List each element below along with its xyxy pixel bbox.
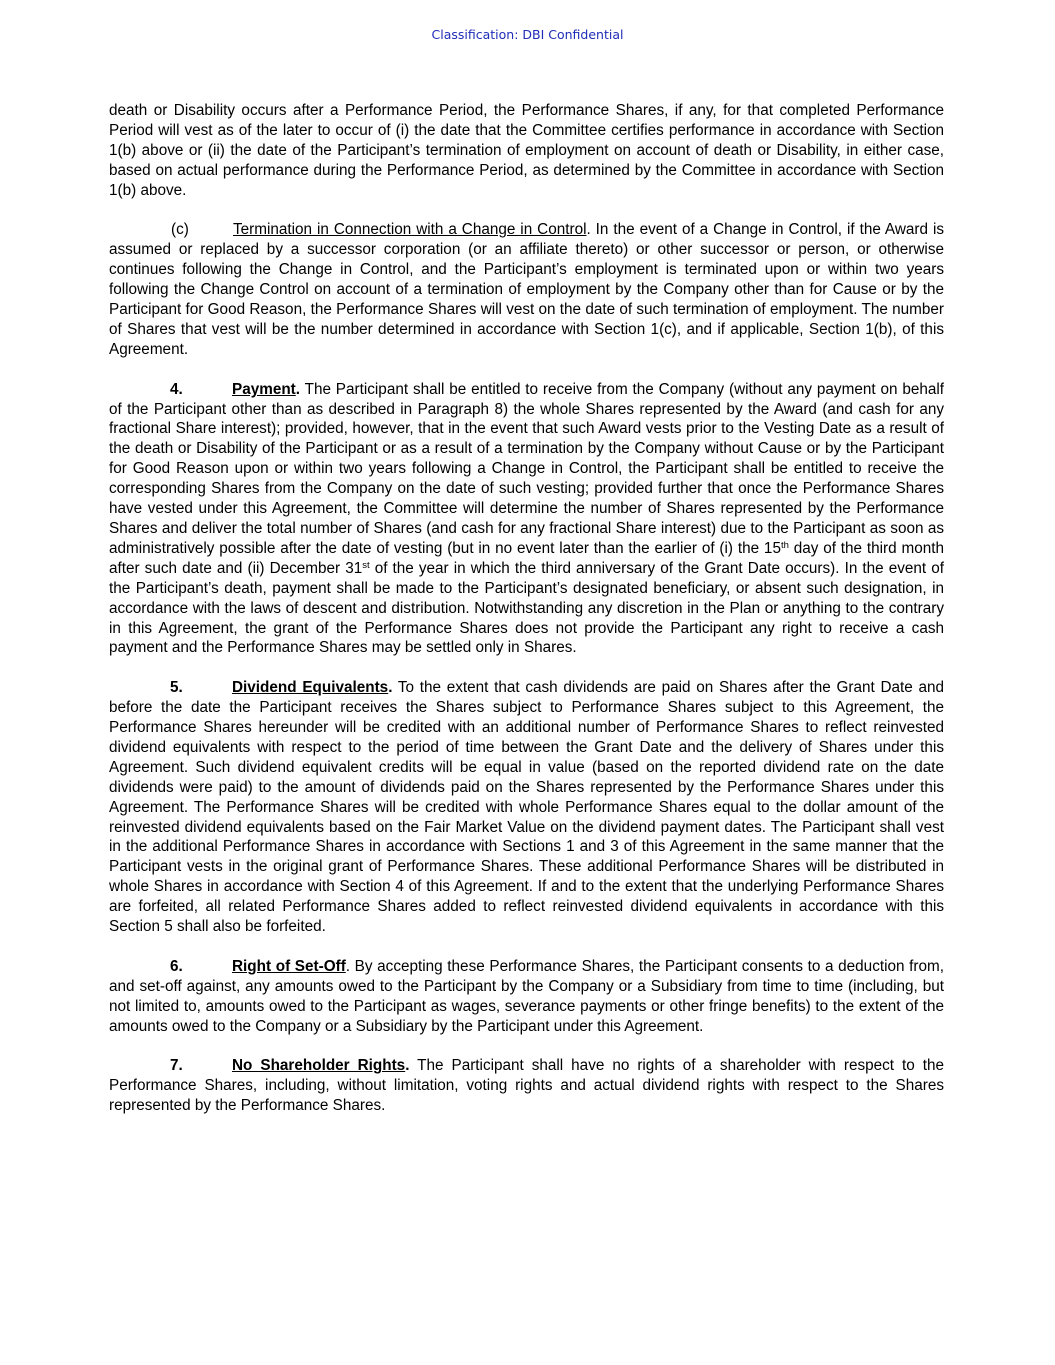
section-1c-paragraph (109, 220, 944, 359)
section-7-paragraph (109, 1056, 944, 1116)
section-6-text: By accepting these Performance Shares, the Participant consents to a deduction from, and set-off against, any amounts owed to the Participant by the Company or a Subsidiary from time to time (including, but not limited to, amounts owed to the Participant as wages, severance payments or other fringe benefits) to the extent of the amounts owed to the Company or a Subsidiary by the Participant under this Agreement. (109, 957, 944, 1035)
section-c-text: . In the event of a Change in Control, if the Award is assumed or replaced by a successor corporation (or an affiliate thereto) or other successor or person, or otherwise continues following the Change in Control, and the Participant’s employment is terminated upon or within two years following the Change Control on account of a termination of employment by the Company other than for Cause or by the Participant for Good Reason, the Performance Shares will vest on the date of such termination of employment. The number of Shares that vest will be the number determined in accordance with Section 1(c), and if applicable, Section 1(b), of this Agreement. (109, 221, 945, 358)
section-5-heading-punct: . (388, 679, 393, 697)
section-5-heading: Dividend Equivalents (232, 679, 389, 697)
continuation-text: death or Disability occurs after a Performance Period, the Performance Shares, if any, for that completed Performance Period will vest as of the later to occur of (i) the date that the Committee certifies performance in accordance with Section 1(b) above or (ii) the date of the Participant’s termination of employment on account of death or Disability, in either case, based on actual performance during the Performance Period, as determined by the Committee in accordance with Section 1(b) above. (109, 102, 944, 199)
section-4-heading-punct: . (295, 380, 301, 398)
section-7-heading: No Shareholder Rights (232, 1057, 406, 1075)
section-4-sup-st: st (362, 559, 370, 571)
section-6-heading-punct: . (345, 957, 351, 975)
section-5-text: To the extent that cash dividends are paid on Shares after the Grant Date and before the date the Participant receives the Shares subject to Performance Shares subject to this Agreement, the Performance Shares hereunder will be credited with an additional number of Performance Shares to reflect reinvested dividend equivalents with respect to the period of time between the Grant Date and the delivery of Shares under this Agreement. Such dividend equivalent credits will be equal in value (based on the reported dividend rate on the date dividends were paid) to the amount of dividends paid on the Shares represented by the Performance Shares under this Agreement. The Performance Shares will be credited with whole Performance Shares equal to the dollar amount of the reinvested dividend equivalents based on the Fair Market Value on the dividend payment dates. The Participant shall vest in the additional Performance Shares in accordance with Sections 1 and 3 of this Agreement in the same manner that the Participant vests in the original grant of Performance Shares. These additional Performance Shares will be distributed in whole Shares in accordance with Section 4 of this Agreement. If and to the extent that the underlying Performance Shares are forfeited, all related Performance Shares added to reflect reinvested dividend equivalents in accordance with this Section 5 shall also be forfeited. (109, 679, 945, 936)
section-c-heading: Termination in Connection with a Change in Control (233, 221, 587, 239)
section-4-text-c: of the year in which the third anniversary of the Grant Date occurs). In the event of the Participant’s death, payment shall be made to the Participant’s designated beneficiary, or absent such designation, in accordance with the laws of descent and distribution. Notwithstanding any discretion in the Plan or anything to the contrary in this Agreement, the grant of the Performance Shares does not provide the Participant any right to receive a cash payment and the Performance Shares may be settled only in Shares. (109, 559, 944, 657)
section-5-paragraph (109, 678, 944, 937)
section-4-text-b: day of the third month after such date and (ii) December 31 (109, 539, 944, 577)
section-4-paragraph (109, 380, 944, 659)
classification-header: Classification: DBI Confidential (431, 27, 624, 42)
section-5-number: 5. (170, 679, 183, 697)
document-body (109, 101, 944, 1136)
section-4-number: 4. (170, 380, 183, 398)
section-4-sup-th: th (780, 539, 789, 551)
section-c-label: (c) (171, 221, 189, 239)
section-4-heading: Payment (232, 380, 296, 398)
section-6-number: 6. (170, 957, 183, 975)
section-6-paragraph (109, 957, 944, 1037)
section-7-number: 7. (170, 1057, 183, 1075)
section-7-heading-punct: . (405, 1057, 410, 1075)
section-4-text-a: The Participant shall be entitled to receive from the Company (without any payment on behalf of the Participant other than as described in Paragraph 8) the whole Shares represented by the Award (and cash for any fractional Share interest); provided, however, that in the event that such Award vests prior to the Vesting Date as a result of the death or Disability of the Participant or as a result of a termination by the Company without Cause or by the Participant for Good Reason upon or within two years following a Change in Control, the Participant shall be entitled to receive the corresponding Shares from the Company on the date of such vesting; provided further that once the Performance Shares have vested under this Agreement, the Committee will determine the number of Shares represented by the Performance Shares and deliver the total number of Shares (and cash for any fractional Share interest) due to the Participant as soon as administratively possible after the date of vesting (but in no event later than the earlier of (i) the 15 (109, 380, 944, 557)
section-6-heading: Right of Set-Off (232, 957, 346, 975)
section-7-text: The Participant shall have no rights of a shareholder with respect to the Performance Shares, including, without limitation, voting rights and actual dividend rights with respect to the Shares represented by the Performance Shares. (109, 1057, 944, 1115)
continuation-paragraph (109, 101, 944, 201)
